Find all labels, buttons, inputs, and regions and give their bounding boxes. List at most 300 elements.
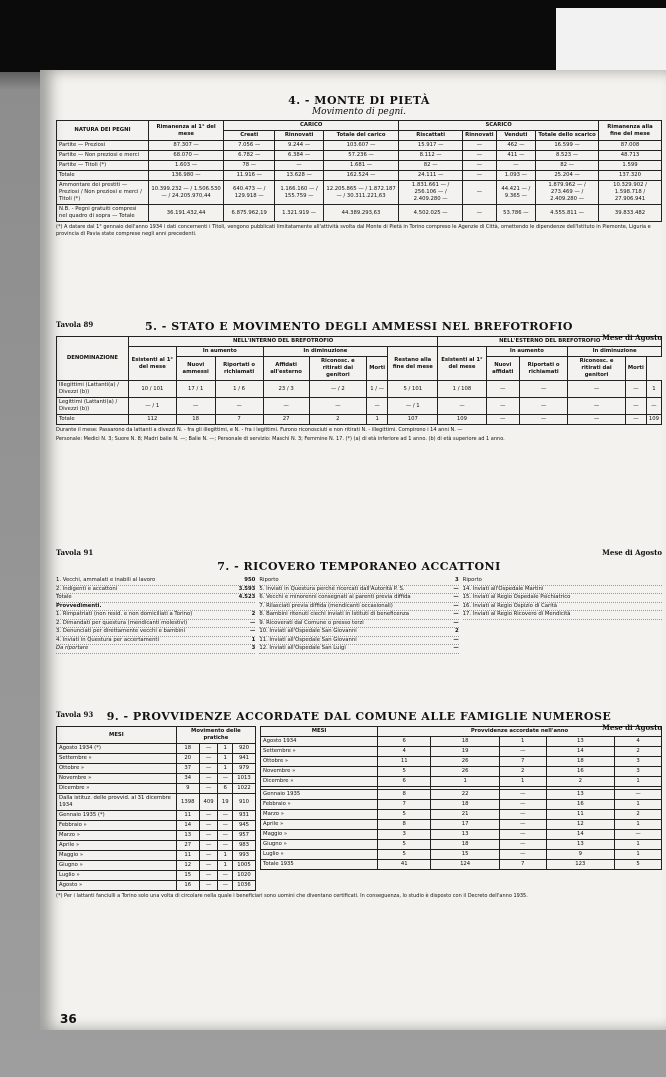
- cell: Agosto 1934 (*): [57, 744, 177, 754]
- table-row: [261, 830, 662, 840]
- cell: 13: [176, 831, 199, 841]
- cell: 910: [233, 794, 256, 811]
- row-value: —: [250, 628, 256, 634]
- cell: 1: [646, 381, 661, 398]
- cell: Totale 1935: [261, 860, 378, 870]
- cell: 14: [176, 821, 199, 831]
- col-riconosc: Riconosc. e ritirati dai genitori: [309, 357, 367, 381]
- cell: —: [568, 381, 626, 398]
- cell: 27: [263, 415, 309, 425]
- col-affidati: Affidati all'esterno: [263, 357, 309, 381]
- cell: 124: [431, 860, 500, 870]
- provvidenze-right: [260, 726, 662, 891]
- cell: —: [367, 398, 388, 415]
- cell: —: [499, 810, 546, 820]
- cell: 5: [378, 767, 431, 777]
- cell: 9: [546, 850, 615, 860]
- cell: —: [215, 398, 263, 415]
- cell: 6.875.962,19: [224, 205, 275, 222]
- col-nuovi: Nuovi ammessi: [176, 357, 215, 381]
- section-ricovero: [56, 548, 662, 654]
- cell: —: [646, 398, 661, 415]
- cell: 1.879.962 — / 273.469 — / 2.409.280 —: [536, 181, 599, 205]
- col-esistenti-2: Esistenti al 1° del mese: [438, 347, 486, 381]
- table-monte-di-pieta: [56, 120, 662, 222]
- cell: —: [199, 871, 218, 881]
- cell: 8.523 —: [536, 151, 599, 161]
- cell: 957: [233, 831, 256, 841]
- cell: 15: [431, 850, 500, 860]
- cell: —: [309, 398, 367, 415]
- table-row: [261, 747, 662, 757]
- cell: 107: [388, 415, 438, 425]
- cell: 41: [378, 860, 431, 870]
- cell: 945: [233, 821, 256, 831]
- section-subtitle: Movimento di pegni.: [311, 107, 407, 117]
- cell: —: [218, 774, 233, 784]
- row-label: 2. Indigenti e accattoni: [56, 585, 118, 592]
- ricovero-right: [463, 577, 662, 654]
- table-row: [57, 181, 662, 205]
- cell: —: [499, 747, 546, 757]
- cell: Febbraio »: [57, 821, 177, 831]
- cell: Totale: [57, 171, 149, 181]
- cell: 34: [176, 774, 199, 784]
- cell: 640.473 — / 129.918 —: [224, 181, 275, 205]
- cell: 1013: [233, 774, 256, 784]
- cell: 5: [615, 860, 662, 870]
- row-value: —: [453, 602, 459, 609]
- col-riportati-2: Riportati o richiamati: [520, 357, 568, 381]
- cell: 36.191.432,44: [148, 205, 223, 222]
- cell: 1 / 6: [215, 381, 263, 398]
- table-row: [57, 754, 256, 764]
- row-value: 1: [251, 636, 256, 643]
- cell: 2: [309, 415, 367, 425]
- row-value: 2: [454, 628, 459, 634]
- table-row: [261, 767, 662, 777]
- col-rinnovati-2: Rinnovati: [463, 131, 496, 141]
- cell: 87.307 —: [148, 141, 223, 151]
- table-row: [57, 821, 256, 831]
- cell: 920: [233, 744, 256, 754]
- footnote-durante: Durante il mese: Passarono da lattanti a divezzi N. - fra gli illegittimi, e N. - fra i legittimi. Furono riconosciuti e non ritirati N. - illegittimi. Compirono i 14 anni N. —: [56, 427, 463, 433]
- cell: 11: [176, 851, 199, 861]
- row-value: 3: [454, 577, 459, 583]
- cell: 37: [176, 764, 199, 774]
- cell: 1: [218, 764, 233, 774]
- cell: 1: [218, 851, 233, 861]
- table-row: [57, 881, 256, 891]
- cell: —: [199, 821, 218, 831]
- row-value: —: [453, 645, 459, 651]
- cell: 48.713: [599, 151, 662, 161]
- col-scarico: SCARICO: [399, 121, 599, 131]
- cell: Dicembre »: [261, 777, 378, 787]
- table-row: [57, 831, 256, 841]
- cell: —: [520, 415, 568, 425]
- cell: 462 —: [496, 141, 536, 151]
- cell: 15: [176, 871, 199, 881]
- cell: 979: [233, 764, 256, 774]
- cell: —: [496, 161, 536, 171]
- cell: 68.070 —: [148, 151, 223, 161]
- cell: 112: [128, 415, 176, 425]
- cell: —: [275, 161, 324, 171]
- cell: —: [463, 151, 496, 161]
- cell: 411 —: [496, 151, 536, 161]
- table-row: [57, 151, 662, 161]
- section-title: 5. - STATO E MOVIMENTO DEGLI AMMESSI NEL BREFOTROFIO: [144, 320, 574, 333]
- cell: 44.389.293,63: [323, 205, 398, 222]
- cell: 7: [499, 860, 546, 870]
- cell: Dicembre »: [57, 784, 177, 794]
- cell: 14: [546, 747, 615, 757]
- table-row: [261, 860, 662, 870]
- row-label: 12. Inviati all'Ospedale San Luigi: [259, 645, 346, 651]
- cell: Partite — Titoli (*): [57, 161, 149, 171]
- cell: 18: [431, 737, 500, 747]
- cell: 25.204 —: [536, 171, 599, 181]
- cell: —: [218, 811, 233, 821]
- section-title: 7. - RICOVERO TEMPORANEO ACCATTONI: [217, 560, 501, 573]
- cell: 16: [176, 881, 199, 891]
- cell: 2: [615, 747, 662, 757]
- cell: —: [218, 871, 233, 881]
- cell: 1: [615, 777, 662, 787]
- cell: 8: [378, 790, 431, 800]
- ricovero-columns: [56, 577, 662, 654]
- cell: Luglio »: [57, 871, 177, 881]
- table-row: [57, 841, 256, 851]
- table-row: [57, 871, 256, 881]
- cell: 6: [378, 777, 431, 787]
- cell: 137.320: [599, 171, 662, 181]
- cell: 1398: [176, 794, 199, 811]
- cell: 87.008: [599, 141, 662, 151]
- table-row: [261, 800, 662, 810]
- table-row: [57, 415, 662, 425]
- ricovero-left: [56, 577, 255, 654]
- cell: Illegittimi (Lattanti(a) / Divezzi (b)): [57, 381, 129, 398]
- table-row: [57, 171, 662, 181]
- cell: —: [520, 381, 568, 398]
- row-value: 3.593: [238, 585, 256, 592]
- col-riscattati: Riscattati: [399, 131, 463, 141]
- row-label: 1. Vecchi, ammalati e inabili al lavoro: [56, 577, 156, 583]
- cell: 109: [646, 415, 661, 425]
- col-totale-carico: Totale del carico: [323, 131, 398, 141]
- col-morti-2: Morti: [625, 357, 646, 381]
- cell: Agosto 1934: [261, 737, 378, 747]
- cell: 1 / —: [367, 381, 388, 398]
- row-label: 1. Rimpatriati (non resid. e non domiciliati a Torino): [56, 611, 193, 617]
- row-value: 3: [251, 645, 256, 651]
- row-value: —: [453, 594, 459, 600]
- cell: Partite — Preziosi: [57, 141, 149, 151]
- row-label: 11. Inviati all'Ospedale San Giovanni: [259, 636, 357, 643]
- cell: Luglio »: [261, 850, 378, 860]
- table-period: Mese di Agosto: [602, 723, 662, 732]
- cell: 7: [215, 415, 263, 425]
- cell: 2: [546, 777, 615, 787]
- cell: Maggio »: [57, 851, 177, 861]
- row-value: —: [453, 636, 459, 643]
- table-row: [57, 851, 256, 861]
- cell: Febbraio »: [261, 800, 378, 810]
- row-label: 15. Inviati al Regio Ospedale Psichiatrico: [462, 594, 571, 600]
- table-row: [57, 811, 256, 821]
- cell: 1.093 —: [496, 171, 536, 181]
- cell: Ammontare dei prestiti — Preziosi / Non preziosi e merci / Titoli (*): [57, 181, 149, 205]
- cell: 9.244 —: [275, 141, 324, 151]
- table-row: [261, 810, 662, 820]
- table-number: Tavola 91: [56, 548, 94, 557]
- provvidenze-columns: [56, 726, 662, 891]
- cell: 16: [546, 767, 615, 777]
- cell: 162.524 —: [323, 171, 398, 181]
- col-provvidenze: Provvidenze accordate nell'anno: [378, 727, 662, 737]
- cell: —: [463, 181, 496, 205]
- cell: 1.166.160 — / 155.759 —: [275, 181, 324, 205]
- cell: 14: [546, 830, 615, 840]
- cell: 5: [378, 810, 431, 820]
- cell: 4: [615, 737, 662, 747]
- cell: 941: [233, 754, 256, 764]
- row-value: —: [250, 619, 256, 626]
- col-diminuzione-2: In diminuzione: [568, 347, 662, 357]
- row-value: —: [453, 585, 459, 592]
- cell: Giugno »: [57, 861, 177, 871]
- row-value: 950: [244, 577, 256, 583]
- cell: —: [438, 398, 486, 415]
- cell: —: [486, 398, 520, 415]
- cell: 10 / 101: [128, 381, 176, 398]
- cell: 20: [176, 754, 199, 764]
- table-row: [261, 790, 662, 800]
- cell: 18: [176, 415, 215, 425]
- section-title: 4. - MONTE DI PIETÀ: [288, 94, 430, 107]
- cell: 16: [546, 800, 615, 810]
- col-venduti: Venduti: [496, 131, 536, 141]
- cell: —: [176, 398, 215, 415]
- row-label: 14. Inviati all'Ospedale Martini: [462, 585, 544, 592]
- cell: 11: [546, 810, 615, 820]
- footnote: (*) A datare dal 1° gennaio dell'anno 1934 i dati concernenti i Titoli, vengono pubblicati limitatamente all'attività svolta dal Monte di Pietà in Torino compreso le Agenzie di Città, omettendo le dipendenze dell'Istituto in Piemonte, Liguria e provincia di Pavia state comprese negli anni precedenti.: [56, 224, 651, 237]
- cell: —: [499, 790, 546, 800]
- cell: 12: [176, 861, 199, 871]
- cell: 21: [431, 810, 500, 820]
- cell: N.B. - Pegni gratuiti compresi nel quadro di sopra — Totale: [57, 205, 149, 222]
- table-row: [261, 777, 662, 787]
- row-label: Provvedimenti.: [56, 602, 102, 609]
- cell: —: [463, 171, 496, 181]
- cell: 8.112 —: [399, 151, 463, 161]
- cell: 7.056 —: [224, 141, 275, 151]
- cell: 18: [546, 757, 615, 767]
- provvidenze-left: [56, 726, 256, 891]
- table-row: [57, 205, 662, 222]
- cell: —: [199, 881, 218, 891]
- cell: Novembre »: [261, 767, 378, 777]
- cell: —: [499, 820, 546, 830]
- table-brefotrofio: [56, 336, 662, 425]
- cell: 993: [233, 851, 256, 861]
- cell: 1: [431, 777, 500, 787]
- cell: 26: [431, 757, 500, 767]
- cell: 6: [378, 737, 431, 747]
- cell: Agosto »: [57, 881, 177, 891]
- cell: 1: [615, 850, 662, 860]
- table-movimento-pratiche: [56, 726, 256, 891]
- cell: 1: [615, 840, 662, 850]
- row-label: 4. Inviati in Questura per accertamenti: [56, 636, 159, 643]
- cell: —: [625, 398, 646, 415]
- cell: 1.321.919 —: [275, 205, 324, 222]
- col-rimanenza: Rimanenza al 1° del mese: [148, 121, 223, 141]
- cell: —: [499, 800, 546, 810]
- col-aumento-2: In aumento: [486, 347, 568, 357]
- table-row: [57, 141, 662, 151]
- cell: —: [199, 774, 218, 784]
- cell: 2: [615, 810, 662, 820]
- cell: 13.628 —: [275, 171, 324, 181]
- col-nuovi-2: Nuovi affidati: [486, 357, 520, 381]
- cell: 13: [546, 840, 615, 850]
- cell: —: [199, 764, 218, 774]
- cell: 17: [431, 820, 500, 830]
- cell: 26: [431, 767, 500, 777]
- cell: 1.831.661 — / 256.106 — / 2.409.280 —: [399, 181, 463, 205]
- cell: —: [499, 830, 546, 840]
- cell: Dalla istituz. delle provvid. al 31 dicembre 1934: [57, 794, 177, 811]
- cell: —: [463, 205, 496, 222]
- table-period: Mese di Agosto: [602, 333, 662, 342]
- cell: 2: [499, 767, 546, 777]
- cell: 11: [378, 757, 431, 767]
- cell: 27: [176, 841, 199, 851]
- table-row: [57, 861, 256, 871]
- cell: 5: [378, 840, 431, 850]
- section-title: 9. - PROVVIDENZE ACCORDATE DAL COMUNE ALLE FAMIGLIE NUMEROSE: [106, 710, 612, 723]
- cell: —: [615, 830, 662, 840]
- cell: 8: [378, 820, 431, 830]
- cell: 23 / 3: [263, 381, 309, 398]
- cell: Giugno »: [261, 840, 378, 850]
- table-row: [57, 398, 662, 415]
- table-row: [57, 794, 256, 811]
- cell: 1005: [233, 861, 256, 871]
- table-row: [57, 161, 662, 171]
- col-restano: Restano alla fine del mese: [388, 347, 438, 381]
- col-mesi: MESI: [57, 727, 177, 744]
- col-diminuzione: In diminuzione: [263, 347, 387, 357]
- cell: — / 2: [309, 381, 367, 398]
- cell: 3: [615, 757, 662, 767]
- cell: Gennaio 1935 (*): [57, 811, 177, 821]
- cell: —: [625, 415, 646, 425]
- cell: Aprile »: [261, 820, 378, 830]
- cell: 1.681 —: [323, 161, 398, 171]
- cell: 9: [176, 784, 199, 794]
- col-aumento: In aumento: [176, 347, 263, 357]
- cell: 1022: [233, 784, 256, 794]
- cell: 39.833.482: [599, 205, 662, 222]
- row-label: Da riportare: [56, 645, 89, 651]
- col-totale-scarico: Totale dello scarico: [536, 131, 599, 141]
- cell: 10.329.902 / 1.598.718 / 27.906.941: [599, 181, 662, 205]
- cell: 1.599: [599, 161, 662, 171]
- cell: 19: [218, 794, 233, 811]
- row-label: 17. Inviati al Regio Ricovero di Mendicità: [462, 611, 571, 617]
- cell: Marzo »: [57, 831, 177, 841]
- cell: 18: [176, 744, 199, 754]
- cell: —: [486, 381, 520, 398]
- footnote-personale: Personale: Medici N. 3; Suore N. 8; Madri balie N. —; Balie N. —; Personale di servizio: Maschi N. 3; Femmine N. 17. (*) (a) di età inferiore ad 1 anno. (b) di età superiore ad 1 anno.: [56, 436, 505, 442]
- cell: Maggio »: [261, 830, 378, 840]
- cell: 4.502.025 —: [399, 205, 463, 222]
- col-esterno: NELL'ESTERNO DEL BREFOTROFIO: [438, 337, 662, 347]
- cell: Novembre »: [57, 774, 177, 784]
- row-label: 9. Ricoverati dal Comune o presso terzi: [259, 619, 364, 626]
- cell: 4.555.811 —: [536, 205, 599, 222]
- cell: —: [568, 415, 626, 425]
- cell: —: [218, 821, 233, 831]
- cell: 3: [615, 767, 662, 777]
- cell: 409: [199, 794, 218, 811]
- section-brefotrofio: [56, 320, 662, 443]
- cell: 18: [431, 840, 500, 850]
- col-riconosc-2: Riconosc. e ritirati dai genitori: [568, 357, 626, 381]
- cell: 82 —: [536, 161, 599, 171]
- cell: — / 1: [388, 398, 438, 415]
- top-dark-band: [0, 0, 666, 72]
- table-row: [261, 840, 662, 850]
- row-value: —: [453, 619, 459, 626]
- cell: 16.599 —: [536, 141, 599, 151]
- col-natura: NATURA DEI PEGNI: [57, 121, 149, 141]
- cell: 1: [218, 754, 233, 764]
- table-row: [57, 381, 662, 398]
- cell: 983: [233, 841, 256, 851]
- cell: —: [199, 831, 218, 841]
- cell: 17 / 1: [176, 381, 215, 398]
- col-rimanenza-fine: Rimanenza alla fine del mese: [599, 121, 662, 141]
- cell: 5 / 101: [388, 381, 438, 398]
- cell: 11: [176, 811, 199, 821]
- table-number: Tavola 89: [56, 320, 94, 329]
- row-label: 7. Rilasciati previa diffida (mendicanti occasionali): [259, 602, 393, 609]
- cell: 136.980 —: [148, 171, 223, 181]
- col-creati: Creati: [224, 131, 275, 141]
- cell: 11.916 —: [224, 171, 275, 181]
- cell: 1: [367, 415, 388, 425]
- cell: —: [520, 398, 568, 415]
- cell: 57.236 —: [323, 151, 398, 161]
- cell: 53.786 —: [496, 205, 536, 222]
- page-number: 36: [60, 1012, 77, 1026]
- cell: 1020: [233, 871, 256, 881]
- row-value: 4.523: [238, 594, 256, 600]
- cell: 1: [615, 800, 662, 810]
- cell: —: [499, 850, 546, 860]
- cell: 4: [378, 747, 431, 757]
- ricovero-mid: [259, 577, 458, 654]
- cell: —: [199, 851, 218, 861]
- row-value: 2: [251, 611, 256, 617]
- cell: —: [499, 840, 546, 850]
- table-row: [57, 744, 256, 754]
